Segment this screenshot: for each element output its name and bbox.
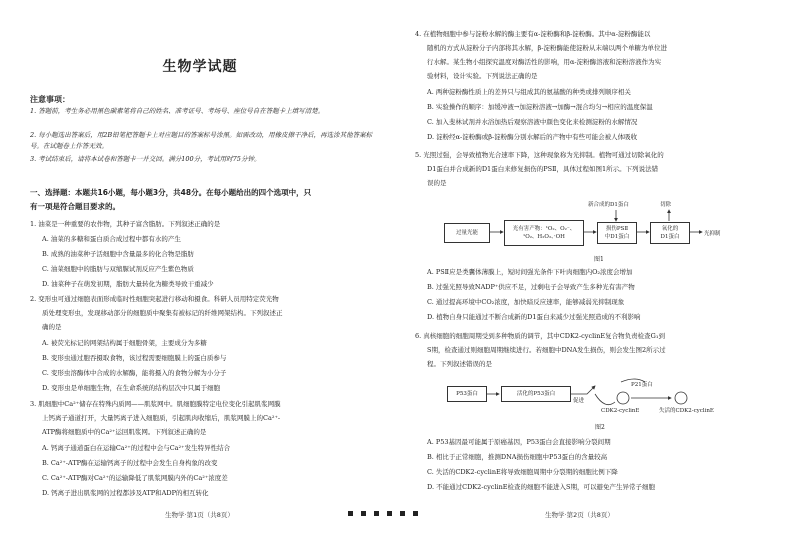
- fig1-damaged-psii-box: [597, 222, 637, 244]
- q6-stem: 6. 真核细胞的细胞周期受到多种物质的调节，其中CDK2-cyclinE复合物负责检查G₁到: [415, 332, 665, 340]
- q4-stem-cont-1: 随机的方式从淀粉分子内部将其水解，β-淀粉酶能使淀粉从末端以两个单糖为单位进: [427, 44, 667, 52]
- q1-stem: 1. 油菜是一种重要的农作物，其种子富含脂肪。下列叙述正确的是: [30, 220, 221, 228]
- q3-option-d: D. 钙离子进出肌浆网的过程都涉及ATP和ADP的相互转化: [42, 489, 209, 497]
- fig2-p53-box: P53蛋白: [447, 386, 487, 402]
- q5-option-c: C. 通过提高环境中CO₂浓度，加快暗反应速率，能够减弱光抑制现象: [427, 298, 625, 306]
- q6-option-a: A. P53基因最可能属于原癌基因，P53蛋白会直接影响分裂间期: [427, 438, 611, 446]
- q6-option-d: D. 不能通过CDK2-cyclinE检查的细胞不能进入S期，可以避免产生异常子细胞: [427, 483, 655, 491]
- fig1-harmful-products-line1: 光有害产物：¹O₂、O₂⁻、: [512, 226, 576, 232]
- fig1-oxidized-d1-line1: 氧化的: [661, 226, 679, 232]
- fig1-harmful-products-box: [504, 220, 584, 246]
- separator-square: [374, 511, 379, 516]
- q6-stem-cont: S期，检查通过则细胞周期继续进行。若细胞中DNA发生损伤，则会发生图2所示过: [427, 346, 666, 354]
- notice-heading: 注意事项：: [30, 95, 70, 104]
- q5-option-b: B. 过强光照导致NADP⁺供应不足，过剩电子会导致产生多种光有害产物: [427, 283, 635, 291]
- fig2-p21-label: P21蛋白: [631, 382, 653, 388]
- fig2-active-p53-box: 活化的P53蛋白: [501, 386, 571, 402]
- q1-option-b: B. 成熟的油菜种子活细胞中含量最多的化合物是脂肪: [42, 250, 194, 258]
- q2-option-b: B. 变形虫通过胞吞摄取食物，该过程需要细胞膜上的蛋白质参与: [42, 354, 227, 362]
- q1-option-a: A. 油菜的多糖和蛋白质合成过程中都有水的产生: [42, 235, 181, 243]
- fig1-photoinhibition-label: 光抑制: [704, 231, 721, 237]
- fig1-cut-label: 切除: [660, 202, 672, 208]
- fig1-caption: 图1: [594, 256, 604, 263]
- q2-option-d: D. 变形虫是单细胞生物，在生命系统的结构层次中只属于细胞: [42, 384, 221, 392]
- q1-option-c: C. 油菜细胞中的脂肪与双缩脲试剂反应产生紫色物质: [42, 265, 194, 273]
- q5-option-a: A. PSⅡ应是类囊体薄膜上，短时间强光条件下叶肉细胞内O₂浓度会增加: [427, 268, 633, 276]
- footer-page-2: 生物学·第2页（共8页）: [545, 511, 614, 519]
- q3-option-c: C. Ca²⁺-ATP酶对Ca²⁺的运输降低了肌浆网膜内外的Ca²⁺浓度差: [42, 474, 228, 482]
- q4-option-c: C. 加入斐林试剂并水浴加热后观察溶液中颜色变化来检测淀粉的水解情况: [427, 118, 638, 126]
- q4-option-d: D. 淀粉经α-淀粉酶或β-淀粉酶分别水解后的产物中有些可能会被人体吸收: [427, 133, 638, 141]
- q5-stem: 5. 光照过强，会导致植物光合速率下降，这种现象称为光抑制。植物可通过切除氧化的: [415, 151, 664, 159]
- q4-stem-cont-2: 行水解。某生物小组探究温度对酶活性的影响，用α-淀粉酶溶液和淀粉溶液作为实: [427, 58, 662, 66]
- figure-2-arrows: [445, 376, 765, 434]
- q5-stem-end: 误的是: [427, 179, 447, 187]
- q2-option-a: A. 被荧光标记的网架结构属于细胞骨架，主要成分为多糖: [42, 339, 207, 347]
- q5-stem-cont: D1蛋白并合成新的D1蛋白来修复损伤的PSⅡ，具体过程如图1所示。下列说法错: [427, 165, 659, 173]
- separator-square: [400, 511, 405, 516]
- fig1-oxidized-d1-box: [650, 222, 690, 244]
- notice-item-1: 1. 答题前，考生务必用黑色碳素笔将自己的姓名、准考证号、考场号、座位号自在答题卡上填写清楚。: [30, 107, 325, 115]
- q3-stem: 3. 肌细胞中Ca²⁺储存在特殊内质网——肌浆网中。肌细胞膜特定电位变化引起肌浆网膜: [30, 400, 281, 408]
- notice-item-2: 2. 每小题选出答案后，用2B铅笔把答题卡上对应题目的答案标号涂黑。如需改动，用橡皮擦干净后，再选涂其他答案标号。在试题卷上作答无效。: [30, 131, 373, 150]
- fig2-caption: 图2: [595, 424, 605, 431]
- q2-stem: 2. 变形虫可通过细胞表面形成临时性细胞突起进行移动和摄食。科研人员用特定荧光物: [30, 295, 279, 303]
- q4-stem: 4. 在植物细胞中参与淀粉水解的酶主要有α-淀粉酶和β-淀粉酶。其中α-淀粉酶能以: [415, 30, 651, 38]
- fig2-cdk-label: CDK2-cyclinE: [601, 408, 640, 414]
- q1-option-d: D. 油菜种子在萌发初期，脂肪大量转化为糖类导致干重减少: [42, 280, 214, 288]
- q6-stem-end: 程。下列叙述错误的是: [427, 360, 492, 368]
- page-separator: [348, 511, 448, 516]
- q6-option-c: C. 失活的CDK2-cyclinE将导致细胞周期中分裂期的细胞比例下降: [427, 468, 618, 476]
- q3-option-a: A. 钙离子通道蛋白在运输Ca²⁺的过程中会与Ca²⁺发生特异性结合: [42, 444, 231, 452]
- q2-stem-end: 确的是: [42, 323, 62, 331]
- q3-option-b: B. Ca²⁺-ATP酶在运输钙离子的过程中会发生自身构象的改变: [42, 459, 218, 467]
- separator-square: [361, 511, 366, 516]
- q6-option-b: B. 相比于正常细胞，推测DNA损伤细胞中P53蛋白的含量较高: [427, 453, 608, 461]
- fig1-damaged-psii-line2: 中D1蛋白: [604, 234, 630, 240]
- q4-option-a: A. 两种淀粉酶性质上的差异只与组成其的氨基酸的种类或排列顺序相关: [427, 88, 631, 96]
- notice-item-3: 3. 考试结束后，请将本试卷和答题卡一并交回。满分100分，考试用时75分钟。: [30, 155, 261, 163]
- fig1-new-d1-label: 新合成的D1蛋白: [588, 202, 629, 208]
- page-title: 生物学试题: [162, 59, 238, 75]
- q2-option-c: C. 变形虫溶酶体中合成的水解酶，能将摄入的食物分解为小分子: [42, 369, 227, 377]
- separator-square: [413, 511, 418, 516]
- q4-option-b: B. 实验操作的顺序：加缓冲液→加淀粉溶液→加酶→混合均匀→相应的温度保温: [427, 103, 653, 111]
- section-heading: 一、选择题：本题共16小题，每小题3分，共48分。在每小题给出的四个选项中，只: [30, 188, 312, 197]
- fig1-damaged-psii-line1: 损伤PSⅡ: [605, 226, 629, 232]
- q3-stem-end: ATP酶将细胞质中的Ca²⁺运回肌浆网。下列叙述正确的是: [42, 428, 207, 436]
- q5-option-d: D. 植物自身只能通过不断合成新的D1蛋白来减少过强光照造成的不利影响: [427, 313, 641, 321]
- q2-stem-cont: 质处理变形虫，发现移动部分的细胞质中聚集有被标记的纤维网架结构。下列叙述正: [42, 309, 283, 317]
- figure-2: [445, 376, 765, 434]
- fig1-excess-light-box: 过量光能: [444, 223, 490, 243]
- section-heading-cont: 有一项是符合题目要求的。: [30, 202, 120, 211]
- fig1-harmful-products-line2: ¹O₂、H₂O₂、·OH: [523, 234, 565, 240]
- fig2-inactive-cdk-label: 失活的CDK2-cyclinE: [659, 408, 714, 414]
- footer-page-1: 生物学·第1页（共8页）: [165, 511, 234, 519]
- separator-square: [348, 511, 353, 516]
- fig1-oxidized-d1-line2: D1蛋白: [660, 234, 680, 240]
- fig2-promote-label: 促进: [573, 398, 585, 404]
- separator-square: [387, 511, 392, 516]
- q4-stem-end: 验材料，设计实验。下列说法正确的是: [427, 72, 538, 80]
- q3-stem-cont: 上钙离子通道打开，大量钙离子进入细胞质，引起肌肉收缩后，肌浆网膜上的Ca²⁺-: [42, 414, 281, 422]
